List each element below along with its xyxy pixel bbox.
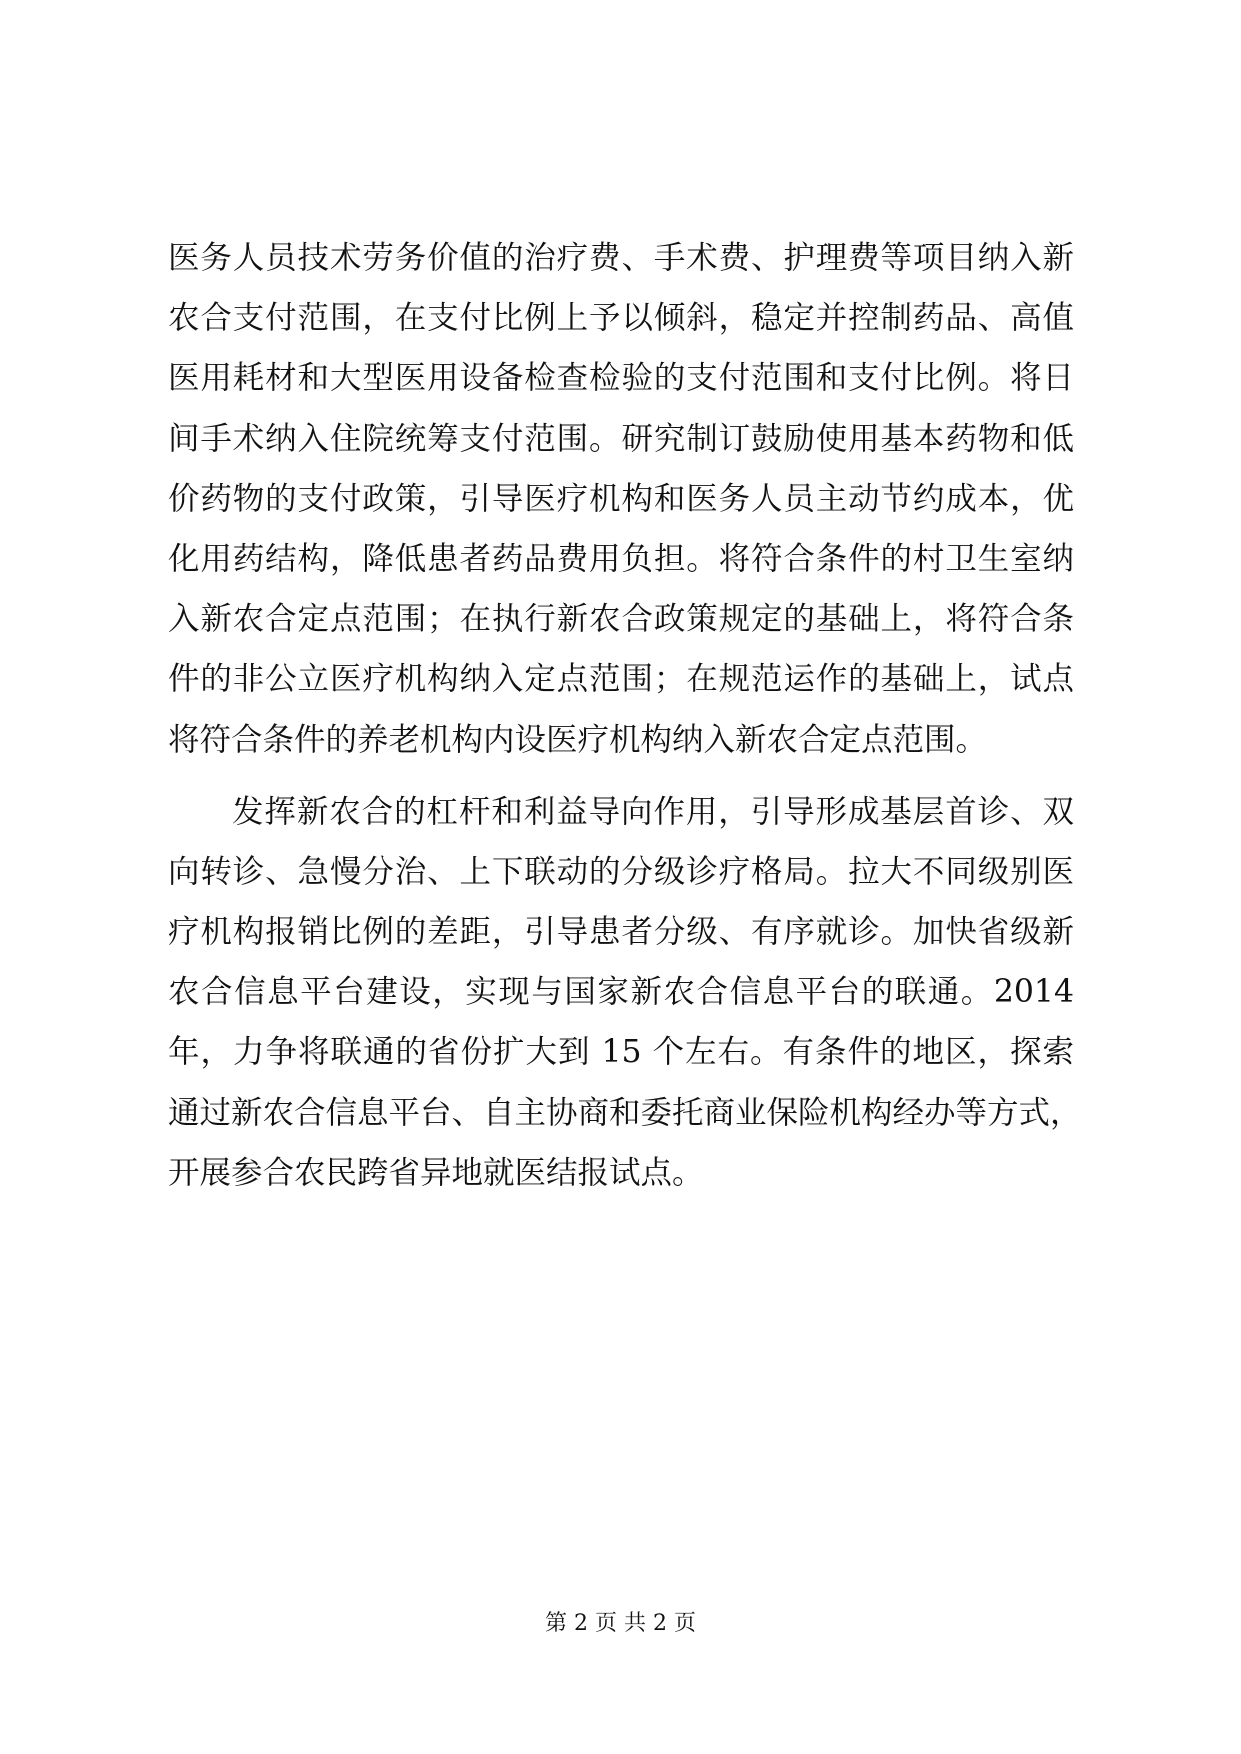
text-line: 年，力争将联通的省份扩大到 15 个左右。有条件的地区，探索 xyxy=(168,1034,1074,1071)
text-line: 医务人员技术劳务价值的治疗费、手术费、护理费等项目纳入新 xyxy=(168,240,1074,276)
page-footer: 第 2 页 共 2 页 xyxy=(545,1611,696,1636)
text-line: 农合信息平台建设，实现与国家新农合信息平台的联通。2014 xyxy=(168,974,1074,1011)
text-line: 将符合条件的养老机构内设医疗机构纳入新农合定点范围。 xyxy=(168,721,988,758)
paragraph xyxy=(168,228,1074,770)
paragraph-gap xyxy=(168,770,1074,782)
text-line: 价药物的支付政策，引导医疗机构和医务人员主动节约成本，优 xyxy=(168,480,1074,517)
paragraph xyxy=(168,782,1082,1203)
text-line: 疗机构报销比例的差距，引导患者分级、有序就诊。加快省级新 xyxy=(168,914,1074,951)
text-line: 农合支付范围，在支付比例上予以倾斜，稳定并控制药品、高值 xyxy=(168,300,1074,337)
document-body xyxy=(168,228,1082,1203)
text-line: 间手术纳入住院统筹支付范围。研究制订鼓励使用基本药物和低 xyxy=(168,420,1074,457)
text-line: 件的非公立医疗机构纳入定点范围；在规范运作的基础上，试点 xyxy=(168,661,1074,698)
text-line: 开展参合农民跨省异地就医结报试点。 xyxy=(168,1154,704,1191)
text-line: 化用药结构，降低患者药品费用负担。将符合条件的村卫生室纳 xyxy=(168,540,1074,577)
text-line: 通过新农合信息平台、自主协商和委托商业保险机构经办等方式， xyxy=(168,1094,1082,1131)
text-line: 发挥新农合的杠杆和利益导向作用，引导形成基层首诊、双 xyxy=(232,793,1074,830)
text-line: 入新农合定点范围；在执行新农合政策规定的基础上，将符合条 xyxy=(168,601,1074,638)
text-line: 向转诊、急慢分治、上下联动的分级诊疗格局。拉大不同级别医 xyxy=(168,853,1074,890)
text-line: 医用耗材和大型医用设备检查检验的支付范围和支付比例。将日 xyxy=(168,360,1074,397)
